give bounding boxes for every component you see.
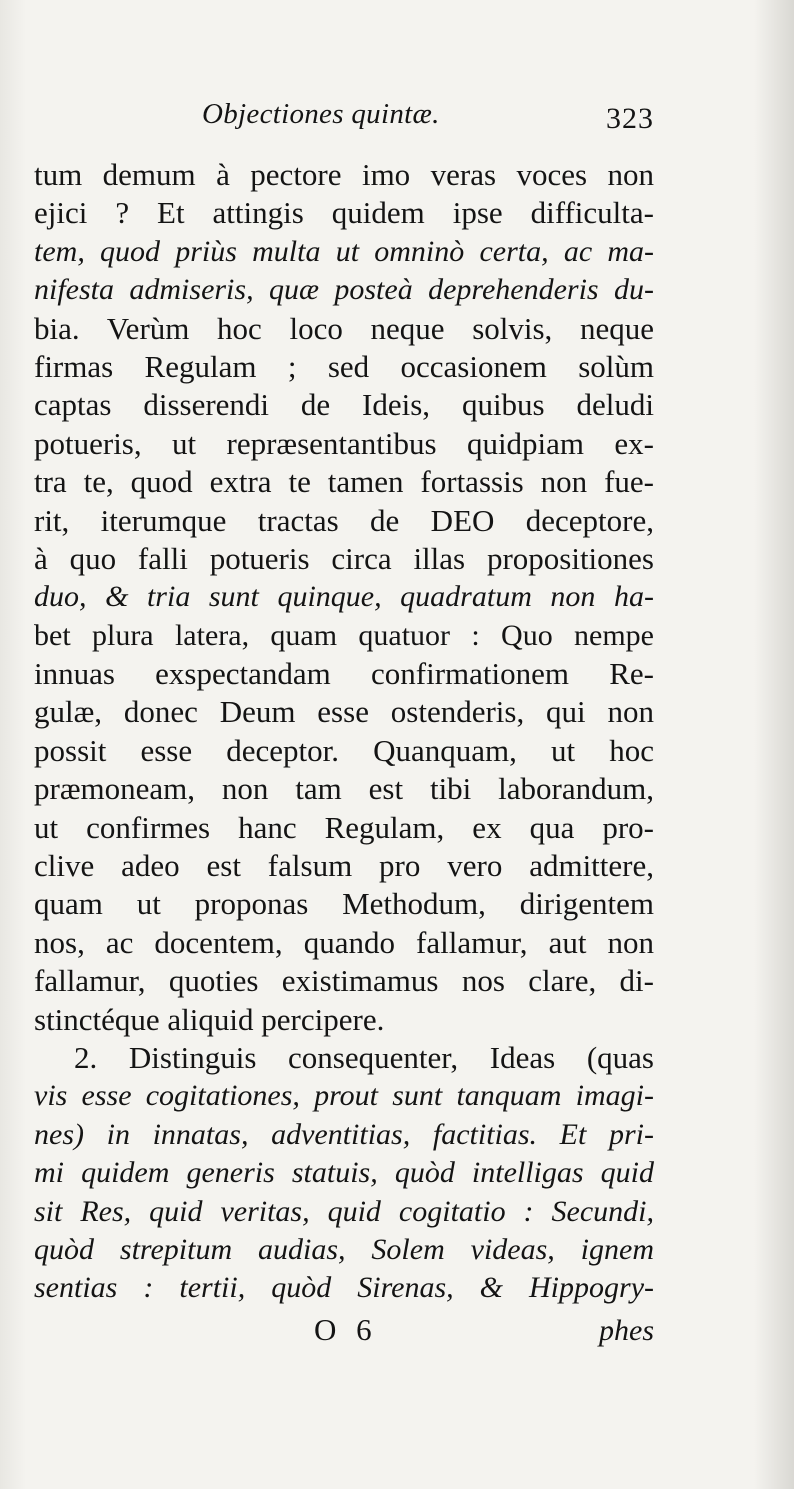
text-line: bet plura latera, quam quatuor : Quo nempe — [34, 618, 654, 652]
page-footer — [34, 1312, 654, 1354]
text-line: à quo falli potueris circa illas propositiones — [34, 540, 654, 576]
signature-mark: O 6 — [314, 1311, 378, 1347]
text-line: possit esse deceptor. Quanquam, ut hoc — [34, 732, 654, 768]
text-line: duo, & tria sunt quinque, quadratum non ha- — [34, 580, 654, 614]
text-line: tra te, quod extra te tamen fortassis non fue- — [34, 464, 654, 500]
text-line: tem, quod priùs multa ut omninò certa, ac ma- — [34, 234, 654, 268]
text-line: sentias : tertii, quòd Sirenas, & Hippogry- — [34, 1271, 654, 1305]
page-edge-shadow-right — [754, 0, 794, 1489]
text-line: ejici ? Et attingis quidem ipse difficulta- — [34, 195, 654, 231]
running-title: Objectiones quintæ. — [202, 98, 440, 130]
text-line: vis esse cogitationes, prout sunt tanquam imagi- — [34, 1079, 654, 1113]
text-line: quòd strepitum audias, Solem videas, ignem — [34, 1232, 654, 1266]
text-line: captas disserendi de Ideis, quibus deludi — [34, 387, 654, 423]
running-head — [34, 96, 654, 156]
text-line: firmas Regulam ; sed occasionem solùm — [34, 348, 654, 384]
text-line: clive adeo est falsum pro vero admittere, — [34, 848, 654, 884]
text-line: sit Res, quid veritas, quid cogitatio : Secundi, — [34, 1194, 654, 1228]
paragraph-start-line: 2. Distinguis consequenter, Ideas (quas — [74, 1039, 654, 1075]
page-number: 323 — [606, 102, 654, 135]
page-edge-shadow-left — [0, 0, 26, 1489]
text-line: stinctéque aliquid percipere. — [34, 1001, 385, 1037]
text-line: quam ut proponas Methodum, dirigentem — [34, 886, 654, 922]
catchword: phes — [599, 1313, 654, 1347]
text-line: ut confirmes hanc Regulam, ex qua pro- — [34, 809, 654, 845]
text-line: bia. Verùm hoc loco neque solvis, neque — [34, 310, 654, 346]
text-line: gulæ, donec Deum esse ostenderis, qui non — [34, 694, 654, 730]
text-line: rit, iterumque tractas de DEO deceptore, — [34, 502, 654, 538]
text-line: nes) in innatas, adventitias, factitias. Et pri- — [34, 1117, 654, 1151]
text-line: mi quidem generis statuis, quòd intelligas quid — [34, 1156, 654, 1190]
text-line: potueris, ut repræsentantibus quidpiam ex- — [34, 425, 654, 461]
text-line: innuas exspectandam confirmationem Re- — [34, 656, 654, 692]
text-block — [34, 96, 654, 1354]
text-line: præmoneam, non tam est tibi laborandum, — [34, 771, 654, 807]
text-line: nos, ac docentem, quando fallamur, aut non — [34, 924, 654, 960]
text-line: nifesta admiseris, quæ posteà deprehenderis du- — [34, 273, 654, 307]
text-line: fallamur, quoties existimamus nos clare, di- — [34, 963, 654, 999]
text-line: tum demum à pectore imo veras voces non — [34, 157, 654, 192]
